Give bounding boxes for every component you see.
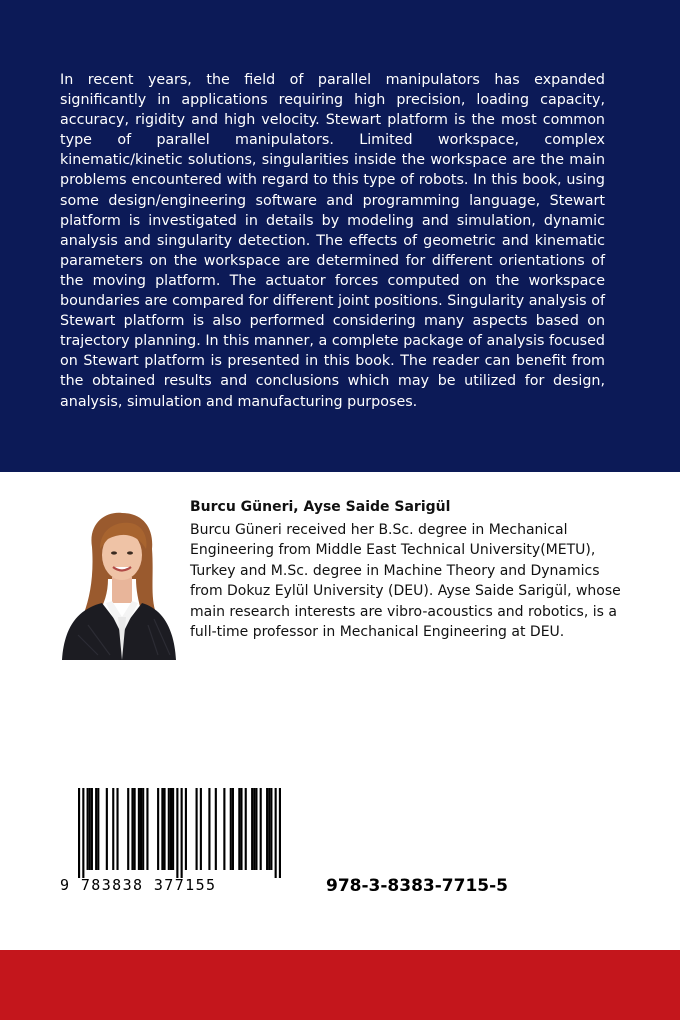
barcode-bar xyxy=(181,788,183,878)
barcode-bar xyxy=(215,788,217,870)
barcode-bar xyxy=(260,788,262,870)
barcode-bar xyxy=(208,788,210,870)
barcode-digits: 9 783838 377155 xyxy=(60,876,217,894)
barcode-bar xyxy=(97,788,99,870)
barcode-bar xyxy=(116,788,118,870)
barcode-bar xyxy=(268,788,270,870)
barcode-bar xyxy=(89,788,91,870)
bottom-color-band xyxy=(0,950,680,1020)
barcode-bar xyxy=(168,788,170,870)
barcode-bar xyxy=(232,788,234,870)
barcode-bar xyxy=(223,788,225,870)
barcode-bar xyxy=(142,788,144,870)
barcode-bar xyxy=(138,788,140,870)
barcode-bar xyxy=(146,788,148,870)
barcode-bar xyxy=(251,788,253,870)
barcode-bar xyxy=(78,788,80,878)
barcode-bar xyxy=(91,788,93,870)
barcode-bars xyxy=(78,788,281,878)
barcode-bar xyxy=(163,788,165,870)
author-photo xyxy=(58,505,179,660)
author-bio: Burcu Güneri received her B.Sc. degree in Mechanical Engineering from Middle East Technical University(METU), Turkey and M.Sc. degree in Machine Theory and Dynamics from Dokuz Eylül University (DEU). Ayse Saide Sarigül, whose main research interests are vibro-acoustics and robotics, is a full-time professor in Mechanical Engineering at DEU. xyxy=(190,522,621,641)
barcode-bar xyxy=(112,788,114,870)
author-names: Burcu Güneri, Ayse Saide Sarigül xyxy=(190,499,451,515)
barcode-bar xyxy=(279,788,281,878)
blurb-panel xyxy=(0,0,680,472)
barcode-bar xyxy=(82,788,84,878)
barcode-bar xyxy=(157,788,159,870)
barcode-bar xyxy=(240,788,242,870)
barcode-bar xyxy=(255,788,257,870)
barcode-bar xyxy=(230,788,232,870)
barcode-bar xyxy=(185,788,187,870)
barcode-bar xyxy=(140,788,142,870)
barcode-bar xyxy=(131,788,133,870)
author-portrait-image xyxy=(58,505,179,660)
barcode-bar xyxy=(172,788,174,870)
barcode-bar xyxy=(106,788,108,870)
barcode-bar xyxy=(170,788,172,870)
barcode-bar xyxy=(253,788,255,870)
barcode-bar xyxy=(266,788,268,870)
barcode-bar xyxy=(134,788,136,870)
isbn-number: 978-3-8383-7715-5 xyxy=(326,876,508,896)
barcode-bar xyxy=(95,788,97,870)
barcode-bar xyxy=(196,788,198,870)
barcode-bar xyxy=(176,788,178,878)
barcode-bar xyxy=(200,788,202,870)
barcode-bar xyxy=(245,788,247,870)
book-blurb: In recent years, the field of parallel manipulators has expanded significantly in applications requiring high precision, loading capacity, accuracy, rigidity and high velocity. Stewart platform is the most common type of parallel manipulators. Limited workspace, complex kinematic/kinetic solutions, singularities inside the workspace are the main problems encountered with regard to this type of robots. In this book, using some design/engineering software and programming language, Stewart platform is investigated in details by modeling and simulation, dynamic analysis and singularity detection. The effects of geometric and kinematic parameters on the workspace are determined for different orientations of the moving platform. The actuator forces computed on the workspace boundaries are compared for different joint positions. Singularity analysis of Stewart platform is also performed considering many aspects based on trajectory planning. In this manner, a complete package of analysis focused on Stewart platform is presented in this book. The reader can benefit from the obtained results and conclusions which may be utilized for design, analysis, simulation and manufacturing purposes. xyxy=(60,72,605,410)
barcode-bar xyxy=(275,788,277,878)
barcode-bar xyxy=(238,788,240,870)
barcode-bar xyxy=(127,788,129,870)
barcode-bar xyxy=(161,788,163,870)
barcode-bar xyxy=(87,788,89,870)
barcode-bar xyxy=(270,788,272,870)
